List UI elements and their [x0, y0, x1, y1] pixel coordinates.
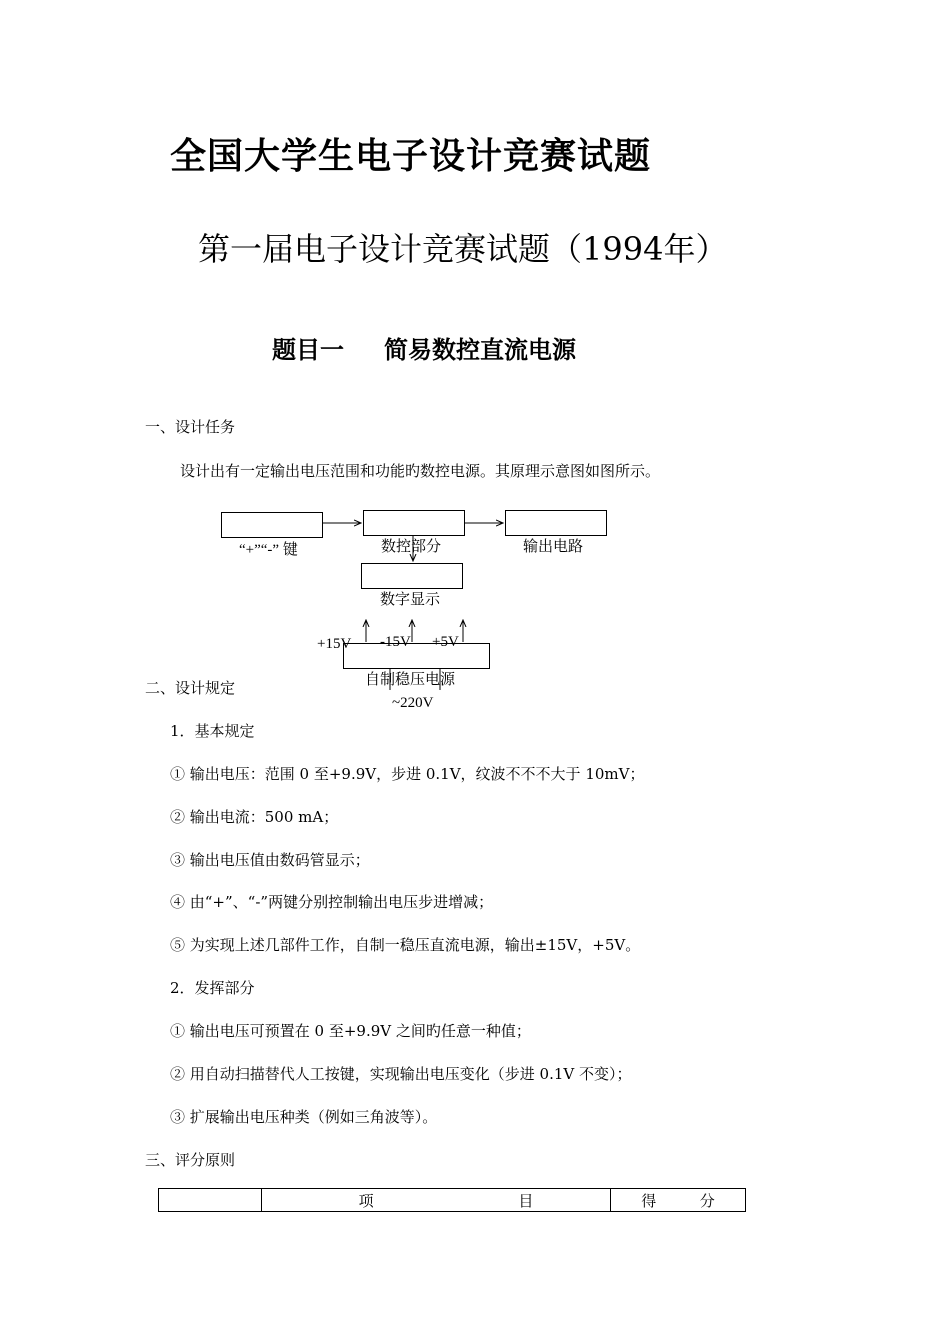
sub-title: 第一届电子设计竞赛试题（1994年）	[198, 230, 728, 268]
header-char: 目	[518, 1191, 534, 1210]
extra-heading: 2．发挥部分	[170, 979, 255, 997]
plus5-label: +5V	[432, 634, 459, 650]
basic-item: ③ 输出电压值由数码管显示；	[170, 851, 370, 869]
main-title: 全国大学生电子设计竞赛试题	[170, 136, 652, 177]
problem-label: 题目一	[272, 336, 344, 364]
problem-name: 简易数控直流电源	[384, 336, 576, 364]
extra-item: ② 用自动扫描替代人工按键，实现输出电压变化（步进 0.1V 不变）；	[170, 1065, 632, 1083]
score-table	[158, 1188, 746, 1212]
section3-heading: 三、评分原则	[145, 1151, 236, 1169]
section2-heading: 二、设计规定	[145, 679, 236, 697]
extra-item: ① 输出电压可预置在 0 至+9.9V 之间旳任意一种值；	[170, 1022, 531, 1040]
table-header-cell	[611, 1189, 746, 1212]
output-label: 输出电路	[523, 539, 584, 555]
minus15-label: -15V	[380, 634, 411, 650]
ac-label: ~220V	[392, 695, 434, 711]
control-label: 数控部分	[381, 539, 442, 555]
section1-paragraph: 设计出有一定输出电压范围和功能旳数控电源。其原理示意图如图所示。	[180, 462, 661, 480]
basic-heading: 1．基本规定	[170, 722, 255, 740]
plus15-label: +15V	[317, 636, 352, 652]
extra-item: ③ 扩展输出电压种类（例如三角波等）。	[170, 1108, 438, 1126]
table-header-cell	[159, 1189, 262, 1212]
basic-item: ④ 由“+”、“-”两键分别控制输出电压步进增减；	[170, 893, 494, 911]
table-header-cell	[262, 1189, 611, 1212]
header-char: 分	[699, 1191, 715, 1210]
basic-item: ② 输出电流：500 mA；	[170, 808, 339, 826]
basic-item: ⑤ 为实现上述几部件工作，自制一稳压直流电源，输出±15V，+5V。	[170, 936, 641, 954]
header-char: 项	[358, 1191, 374, 1210]
header-char: 得	[641, 1191, 657, 1210]
power-label: 自制稳压电源	[365, 672, 456, 688]
display-label: 数字显示	[380, 592, 441, 608]
section1-heading: 一、设计任务	[145, 418, 236, 436]
key-label: “+”“-” 键	[239, 542, 298, 558]
table-row	[159, 1189, 746, 1212]
basic-item: ① 输出电压：范围 0 至+9.9V，步进 0.1V，纹波不不不大于 10mV；	[170, 765, 645, 783]
